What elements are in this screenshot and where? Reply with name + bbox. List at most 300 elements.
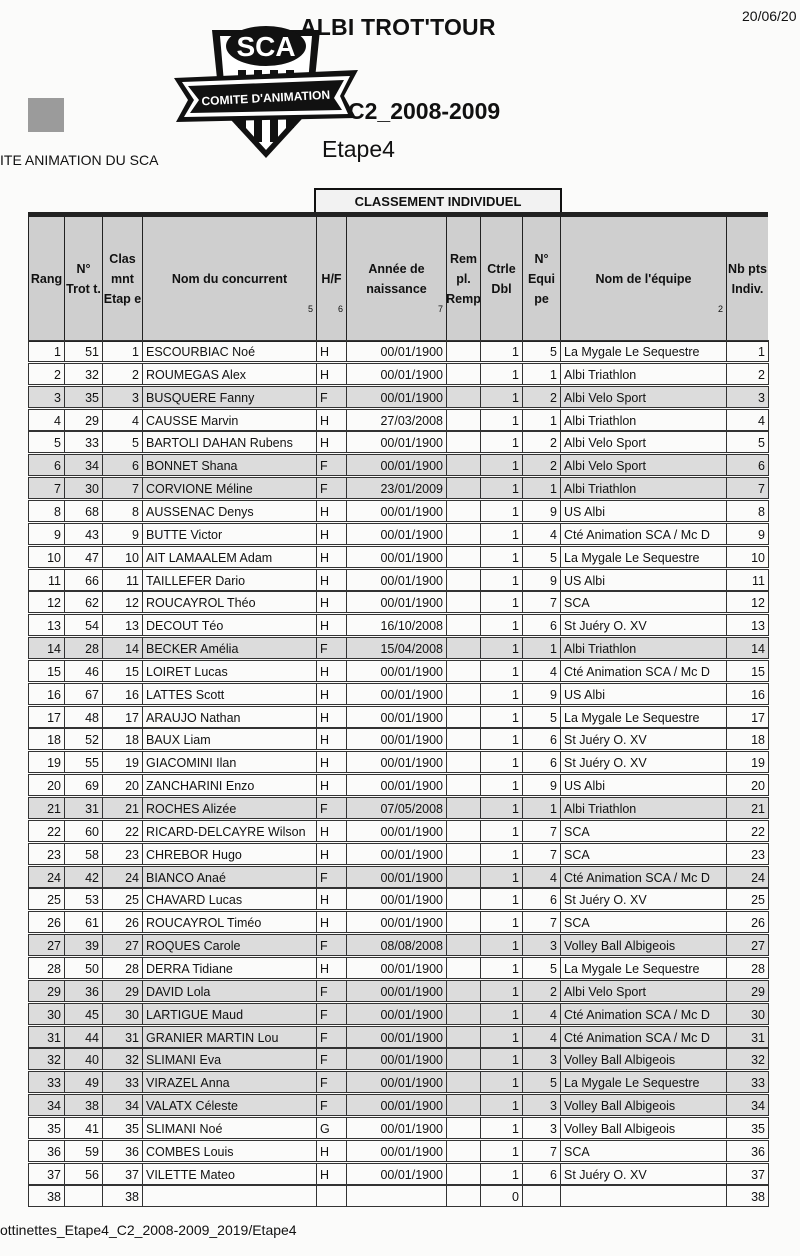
cell-birth-date: 00/01/1900 bbox=[346, 1026, 447, 1048]
cell-competitor-name: BAUX Liam bbox=[142, 728, 317, 750]
cell-team-name: Volley Ball Albigeois bbox=[560, 1048, 727, 1070]
cell-rank: 30 bbox=[28, 1003, 65, 1025]
table-row bbox=[28, 1094, 768, 1116]
cell-stage-rank: 14 bbox=[102, 637, 143, 659]
stage-title: Etape4 bbox=[322, 136, 395, 162]
cell-stage-rank: 17 bbox=[102, 706, 143, 728]
cell-trot-number: 48 bbox=[64, 706, 103, 728]
cell-double-check: 1 bbox=[480, 843, 523, 865]
cell-rank: 4 bbox=[28, 409, 65, 431]
svg-text:COMITE D'ANIMATION: COMITE D'ANIMATION bbox=[201, 87, 331, 109]
column-header-label: Clas mnt Etap e bbox=[103, 252, 142, 306]
cell-double-check: 1 bbox=[480, 797, 523, 819]
cell-team-name: Cté Animation SCA / Mc D bbox=[560, 866, 727, 888]
cell-stage-rank: 21 bbox=[102, 797, 143, 819]
table-row bbox=[28, 957, 768, 979]
cell-birth-date: 00/01/1900 bbox=[346, 683, 447, 705]
cell-replacement bbox=[446, 706, 481, 728]
cell-competitor-name: BIANCO Anaé bbox=[142, 866, 317, 888]
cell-stage-rank: 4 bbox=[102, 409, 143, 431]
column-header-label: Nb pts Indiv. bbox=[728, 262, 767, 296]
cell-competitor-name: CAUSSE Marvin bbox=[142, 409, 317, 431]
cell-team-name: SCA bbox=[560, 911, 727, 933]
cell-double-check: 1 bbox=[480, 866, 523, 888]
cell-rank: 28 bbox=[28, 957, 65, 979]
cell-gender: H bbox=[316, 843, 347, 865]
cell-rank: 15 bbox=[28, 660, 65, 682]
column-header-double-check bbox=[480, 217, 522, 341]
gray-square-mark bbox=[28, 98, 64, 132]
cell-double-check: 1 bbox=[480, 1026, 523, 1048]
cell-rank: 23 bbox=[28, 843, 65, 865]
cell-stage-rank: 36 bbox=[102, 1140, 143, 1162]
table-row bbox=[28, 1048, 768, 1070]
cell-birth-date: 00/01/1900 bbox=[346, 591, 447, 613]
cell-individual-points: 2 bbox=[726, 363, 769, 385]
cell-replacement bbox=[446, 523, 481, 545]
cell-competitor-name: VILETTE Mateo bbox=[142, 1163, 317, 1185]
svg-text:SCA: SCA bbox=[236, 31, 296, 62]
cell-replacement bbox=[446, 728, 481, 750]
cell-gender: H bbox=[316, 728, 347, 750]
print-date: 20/06/20 bbox=[742, 8, 797, 24]
cell-competitor-name: BUSQUERE Fanny bbox=[142, 386, 317, 408]
cell-competitor-name: LOIRET Lucas bbox=[142, 660, 317, 682]
column-header-team-name bbox=[560, 217, 726, 341]
cell-gender: H bbox=[316, 820, 347, 842]
table-row bbox=[28, 500, 768, 522]
cell-stage-rank: 22 bbox=[102, 820, 143, 842]
cell-birth-date: 00/01/1900 bbox=[346, 500, 447, 522]
cell-replacement bbox=[446, 614, 481, 636]
cell-individual-points: 19 bbox=[726, 751, 769, 773]
cell-double-check: 1 bbox=[480, 431, 523, 453]
cell-gender: H bbox=[316, 888, 347, 910]
cell-replacement bbox=[446, 1026, 481, 1048]
cell-team-name: Albi Velo Sport bbox=[560, 386, 727, 408]
cell-team-number: 6 bbox=[522, 888, 561, 910]
cell-rank: 17 bbox=[28, 706, 65, 728]
cell-trot-number: 54 bbox=[64, 614, 103, 636]
cell-trot-number: 50 bbox=[64, 957, 103, 979]
cell-trot-number: 30 bbox=[64, 477, 103, 499]
cell-trot-number: 66 bbox=[64, 569, 103, 591]
cell-gender: H bbox=[316, 1140, 347, 1162]
cell-stage-rank: 12 bbox=[102, 591, 143, 613]
cell-team-number: 1 bbox=[522, 797, 561, 819]
cell-team-name: St Juéry O. XV bbox=[560, 614, 727, 636]
cell-double-check: 1 bbox=[480, 1163, 523, 1185]
cell-team-name: Volley Ball Albigeois bbox=[560, 1094, 727, 1116]
cell-double-check: 1 bbox=[480, 706, 523, 728]
table-row bbox=[28, 1185, 768, 1207]
cell-competitor-name: ESCOURBIAC Noé bbox=[142, 340, 317, 362]
cell-replacement bbox=[446, 546, 481, 568]
column-header-trot-number bbox=[64, 217, 102, 341]
column-header-gender bbox=[316, 217, 346, 341]
cell-competitor-name: LATTES Scott bbox=[142, 683, 317, 705]
cell-individual-points: 32 bbox=[726, 1048, 769, 1070]
cell-trot-number: 49 bbox=[64, 1071, 103, 1093]
cell-stage-rank: 28 bbox=[102, 957, 143, 979]
cell-trot-number: 56 bbox=[64, 1163, 103, 1185]
cell-individual-points: 35 bbox=[726, 1117, 769, 1139]
cell-replacement bbox=[446, 751, 481, 773]
cell-gender: F bbox=[316, 454, 347, 476]
cell-trot-number: 67 bbox=[64, 683, 103, 705]
cell-team-number bbox=[522, 1185, 561, 1207]
cell-gender: H bbox=[316, 660, 347, 682]
cell-replacement bbox=[446, 454, 481, 476]
table-row bbox=[28, 454, 768, 476]
cell-trot-number: 59 bbox=[64, 1140, 103, 1162]
cell-rank: 5 bbox=[28, 431, 65, 453]
cell-team-name: Cté Animation SCA / Mc D bbox=[560, 1026, 727, 1048]
table-row bbox=[28, 1163, 768, 1185]
cell-rank: 32 bbox=[28, 1048, 65, 1070]
cell-birth-date: 00/01/1900 bbox=[346, 774, 447, 796]
cell-double-check: 1 bbox=[480, 409, 523, 431]
cell-birth-date: 00/01/1900 bbox=[346, 957, 447, 979]
cell-competitor-name: AIT LAMAALEM Adam bbox=[142, 546, 317, 568]
cell-birth-date: 00/01/1900 bbox=[346, 1163, 447, 1185]
cell-replacement bbox=[446, 1163, 481, 1185]
cell-individual-points: 27 bbox=[726, 934, 769, 956]
cell-team-name: Albi Triathlon bbox=[560, 797, 727, 819]
table-row bbox=[28, 1026, 768, 1048]
cell-double-check: 1 bbox=[480, 980, 523, 1002]
cell-replacement bbox=[446, 1071, 481, 1093]
column-header-number: 2 bbox=[717, 304, 723, 314]
cell-individual-points: 29 bbox=[726, 980, 769, 1002]
cell-team-name: US Albi bbox=[560, 569, 727, 591]
cell-team-number: 5 bbox=[522, 1071, 561, 1093]
cell-team-name: US Albi bbox=[560, 500, 727, 522]
cell-replacement bbox=[446, 1117, 481, 1139]
cell-competitor-name: AUSSENAC Denys bbox=[142, 500, 317, 522]
cell-gender: F bbox=[316, 386, 347, 408]
cell-team-name: SCA bbox=[560, 843, 727, 865]
cell-competitor-name: CHAVARD Lucas bbox=[142, 888, 317, 910]
cell-double-check: 1 bbox=[480, 1048, 523, 1070]
cell-trot-number: 55 bbox=[64, 751, 103, 773]
cell-rank: 31 bbox=[28, 1026, 65, 1048]
cell-team-name: US Albi bbox=[560, 774, 727, 796]
cell-trot-number: 42 bbox=[64, 866, 103, 888]
column-header-label: Ctrle Dbl bbox=[487, 262, 516, 296]
column-header-label: Rem pl. Remp bbox=[446, 252, 481, 306]
cell-birth-date: 07/05/2008 bbox=[346, 797, 447, 819]
cell-gender: H bbox=[316, 409, 347, 431]
cell-birth-date: 00/01/1900 bbox=[346, 866, 447, 888]
cell-birth-date: 00/01/1900 bbox=[346, 546, 447, 568]
cell-team-number: 9 bbox=[522, 683, 561, 705]
cell-team-number: 3 bbox=[522, 1094, 561, 1116]
cell-individual-points: 31 bbox=[726, 1026, 769, 1048]
cell-stage-rank: 1 bbox=[102, 340, 143, 362]
cell-birth-date: 00/01/1900 bbox=[346, 911, 447, 933]
cell-individual-points: 38 bbox=[726, 1185, 769, 1207]
cell-stage-rank: 23 bbox=[102, 843, 143, 865]
cell-trot-number: 28 bbox=[64, 637, 103, 659]
cell-rank: 18 bbox=[28, 728, 65, 750]
cell-double-check: 1 bbox=[480, 454, 523, 476]
table-row bbox=[28, 1003, 768, 1025]
cell-trot-number: 31 bbox=[64, 797, 103, 819]
cell-individual-points: 13 bbox=[726, 614, 769, 636]
cell-team-number: 2 bbox=[522, 454, 561, 476]
cell-replacement bbox=[446, 363, 481, 385]
column-header-label: N° Trot t. bbox=[66, 262, 101, 296]
cell-birth-date: 00/01/1900 bbox=[346, 888, 447, 910]
table-row bbox=[28, 409, 768, 431]
cell-team-name: Albi Triathlon bbox=[560, 637, 727, 659]
cell-gender: H bbox=[316, 683, 347, 705]
cell-gender: H bbox=[316, 1163, 347, 1185]
cell-gender: F bbox=[316, 1048, 347, 1070]
cell-individual-points: 4 bbox=[726, 409, 769, 431]
cell-double-check: 1 bbox=[480, 637, 523, 659]
column-header-stage-rank bbox=[102, 217, 142, 341]
cell-gender: H bbox=[316, 774, 347, 796]
cell-double-check: 1 bbox=[480, 660, 523, 682]
cell-trot-number bbox=[64, 1185, 103, 1207]
cell-replacement bbox=[446, 683, 481, 705]
cell-gender: F bbox=[316, 797, 347, 819]
cell-birth-date: 00/01/1900 bbox=[346, 706, 447, 728]
cell-stage-rank: 16 bbox=[102, 683, 143, 705]
cell-individual-points: 12 bbox=[726, 591, 769, 613]
table-row bbox=[28, 728, 768, 750]
cell-team-name: Albi Triathlon bbox=[560, 363, 727, 385]
cell-individual-points: 30 bbox=[726, 1003, 769, 1025]
cell-team-name: Cté Animation SCA / Mc D bbox=[560, 523, 727, 545]
cell-team-name: US Albi bbox=[560, 683, 727, 705]
cell-rank: 3 bbox=[28, 386, 65, 408]
cell-team-number: 5 bbox=[522, 957, 561, 979]
table-header bbox=[28, 212, 768, 342]
section-title: CLASSEMENT INDIVIDUEL bbox=[314, 188, 562, 214]
cell-gender: H bbox=[316, 546, 347, 568]
cell-trot-number: 69 bbox=[64, 774, 103, 796]
cell-trot-number: 60 bbox=[64, 820, 103, 842]
cell-replacement bbox=[446, 637, 481, 659]
cell-rank: 36 bbox=[28, 1140, 65, 1162]
cell-rank: 24 bbox=[28, 866, 65, 888]
cell-gender: H bbox=[316, 523, 347, 545]
cell-birth-date: 00/01/1900 bbox=[346, 1094, 447, 1116]
cell-team-number: 6 bbox=[522, 1163, 561, 1185]
cell-stage-rank: 13 bbox=[102, 614, 143, 636]
cell-team-name: La Mygale Le Sequestre bbox=[560, 340, 727, 362]
cell-double-check: 1 bbox=[480, 1140, 523, 1162]
cell-stage-rank: 20 bbox=[102, 774, 143, 796]
cell-team-number: 6 bbox=[522, 614, 561, 636]
column-header-label: H/F bbox=[321, 272, 342, 286]
cell-rank: 20 bbox=[28, 774, 65, 796]
cell-double-check: 1 bbox=[480, 500, 523, 522]
cell-gender bbox=[316, 1185, 347, 1207]
cell-competitor-name: VALATX Céleste bbox=[142, 1094, 317, 1116]
cell-birth-date: 00/01/1900 bbox=[346, 1140, 447, 1162]
cell-double-check: 1 bbox=[480, 523, 523, 545]
cell-double-check: 1 bbox=[480, 363, 523, 385]
cell-birth-date: 00/01/1900 bbox=[346, 363, 447, 385]
table-row bbox=[28, 1071, 768, 1093]
cell-team-number: 5 bbox=[522, 340, 561, 362]
table-row bbox=[28, 888, 768, 910]
cell-gender: F bbox=[316, 1071, 347, 1093]
cell-team-name: La Mygale Le Sequestre bbox=[560, 546, 727, 568]
cell-rank: 2 bbox=[28, 363, 65, 385]
cell-competitor-name: ROUCAYROL Timéo bbox=[142, 911, 317, 933]
table-row bbox=[28, 1140, 768, 1162]
cell-stage-rank: 10 bbox=[102, 546, 143, 568]
cell-team-name: La Mygale Le Sequestre bbox=[560, 1071, 727, 1093]
cell-team-name bbox=[560, 1185, 727, 1207]
cell-trot-number: 58 bbox=[64, 843, 103, 865]
cell-competitor-name: GIACOMINI Ilan bbox=[142, 751, 317, 773]
cell-team-name: St Juéry O. XV bbox=[560, 888, 727, 910]
cell-stage-rank: 27 bbox=[102, 934, 143, 956]
table-row bbox=[28, 477, 768, 499]
cell-competitor-name: COMBES Louis bbox=[142, 1140, 317, 1162]
cell-birth-date: 00/01/1900 bbox=[346, 751, 447, 773]
column-header-replacement bbox=[446, 217, 480, 341]
cell-team-number: 5 bbox=[522, 706, 561, 728]
cell-team-name: Albi Velo Sport bbox=[560, 431, 727, 453]
cell-double-check: 1 bbox=[480, 683, 523, 705]
cell-gender: H bbox=[316, 614, 347, 636]
cell-team-name: Albi Triathlon bbox=[560, 477, 727, 499]
cell-stage-rank: 18 bbox=[102, 728, 143, 750]
cell-birth-date bbox=[346, 1185, 447, 1207]
cell-double-check: 1 bbox=[480, 957, 523, 979]
cell-individual-points: 18 bbox=[726, 728, 769, 750]
cell-team-number: 4 bbox=[522, 866, 561, 888]
cell-rank: 29 bbox=[28, 980, 65, 1002]
cell-stage-rank: 32 bbox=[102, 1048, 143, 1070]
column-header-label: Nom du concurrent bbox=[171, 272, 288, 286]
cell-rank: 11 bbox=[28, 569, 65, 591]
cell-trot-number: 34 bbox=[64, 454, 103, 476]
cell-trot-number: 38 bbox=[64, 1094, 103, 1116]
cell-team-number: 1 bbox=[522, 409, 561, 431]
cell-double-check: 1 bbox=[480, 820, 523, 842]
table-row bbox=[28, 660, 768, 682]
cell-birth-date: 00/01/1900 bbox=[346, 843, 447, 865]
cell-birth-date: 00/01/1900 bbox=[346, 980, 447, 1002]
cell-stage-rank: 31 bbox=[102, 1026, 143, 1048]
column-header-label: Nom de l'équipe bbox=[595, 272, 692, 286]
cell-team-number: 6 bbox=[522, 728, 561, 750]
cell-gender: H bbox=[316, 363, 347, 385]
cell-gender: H bbox=[316, 431, 347, 453]
cell-individual-points: 24 bbox=[726, 866, 769, 888]
cell-double-check: 1 bbox=[480, 591, 523, 613]
cell-replacement bbox=[446, 797, 481, 819]
cell-individual-points: 7 bbox=[726, 477, 769, 499]
cell-trot-number: 39 bbox=[64, 934, 103, 956]
cell-replacement bbox=[446, 1185, 481, 1207]
cell-stage-rank: 6 bbox=[102, 454, 143, 476]
cell-team-name: La Mygale Le Sequestre bbox=[560, 957, 727, 979]
cell-stage-rank: 34 bbox=[102, 1094, 143, 1116]
cell-birth-date: 00/01/1900 bbox=[346, 386, 447, 408]
cell-team-number: 4 bbox=[522, 523, 561, 545]
cell-individual-points: 33 bbox=[726, 1071, 769, 1093]
table-row bbox=[28, 523, 768, 545]
cell-competitor-name: TAILLEFER Dario bbox=[142, 569, 317, 591]
cell-team-number: 2 bbox=[522, 431, 561, 453]
column-header-label: Rang bbox=[30, 272, 63, 286]
cell-competitor-name: CORVIONE Méline bbox=[142, 477, 317, 499]
cell-replacement bbox=[446, 591, 481, 613]
cell-double-check: 1 bbox=[480, 1003, 523, 1025]
table-row bbox=[28, 431, 768, 453]
cell-gender: F bbox=[316, 1003, 347, 1025]
cell-trot-number: 40 bbox=[64, 1048, 103, 1070]
cell-birth-date: 00/01/1900 bbox=[346, 340, 447, 362]
cell-stage-rank: 29 bbox=[102, 980, 143, 1002]
cell-team-number: 3 bbox=[522, 1117, 561, 1139]
cell-stage-rank: 35 bbox=[102, 1117, 143, 1139]
column-header-individual-points bbox=[726, 217, 768, 341]
cell-team-number: 7 bbox=[522, 591, 561, 613]
cell-double-check: 1 bbox=[480, 1117, 523, 1139]
column-header-rank bbox=[28, 217, 64, 341]
cell-team-number: 2 bbox=[522, 980, 561, 1002]
cell-competitor-name: GRANIER MARTIN Lou bbox=[142, 1026, 317, 1048]
cell-individual-points: 21 bbox=[726, 797, 769, 819]
table-row bbox=[28, 911, 768, 933]
cell-competitor-name: VIRAZEL Anna bbox=[142, 1071, 317, 1093]
cell-team-name: St Juéry O. XV bbox=[560, 751, 727, 773]
cell-rank: 1 bbox=[28, 340, 65, 362]
cell-competitor-name: BONNET Shana bbox=[142, 454, 317, 476]
cell-stage-rank: 30 bbox=[102, 1003, 143, 1025]
cell-stage-rank: 8 bbox=[102, 500, 143, 522]
cell-rank: 37 bbox=[28, 1163, 65, 1185]
cell-competitor-name: BUTTE Victor bbox=[142, 523, 317, 545]
cell-team-number: 9 bbox=[522, 500, 561, 522]
cell-team-number: 9 bbox=[522, 569, 561, 591]
cell-team-number: 9 bbox=[522, 774, 561, 796]
cell-rank: 33 bbox=[28, 1071, 65, 1093]
cell-stage-rank: 5 bbox=[102, 431, 143, 453]
column-header-team-number bbox=[522, 217, 560, 341]
cell-competitor-name: ROUCAYROL Théo bbox=[142, 591, 317, 613]
cell-team-number: 6 bbox=[522, 751, 561, 773]
cell-replacement bbox=[446, 500, 481, 522]
table-row bbox=[28, 774, 768, 796]
table-row bbox=[28, 637, 768, 659]
cell-gender: G bbox=[316, 1117, 347, 1139]
cell-birth-date: 08/08/2008 bbox=[346, 934, 447, 956]
cell-replacement bbox=[446, 843, 481, 865]
table-row bbox=[28, 569, 768, 591]
cell-team-number: 7 bbox=[522, 820, 561, 842]
cell-team-name: SCA bbox=[560, 1140, 727, 1162]
table-row bbox=[28, 386, 768, 408]
cell-stage-rank: 33 bbox=[102, 1071, 143, 1093]
cell-rank: 10 bbox=[28, 546, 65, 568]
cell-stage-rank: 2 bbox=[102, 363, 143, 385]
cell-double-check: 1 bbox=[480, 340, 523, 362]
cell-individual-points: 6 bbox=[726, 454, 769, 476]
cell-team-number: 3 bbox=[522, 1048, 561, 1070]
cell-replacement bbox=[446, 911, 481, 933]
